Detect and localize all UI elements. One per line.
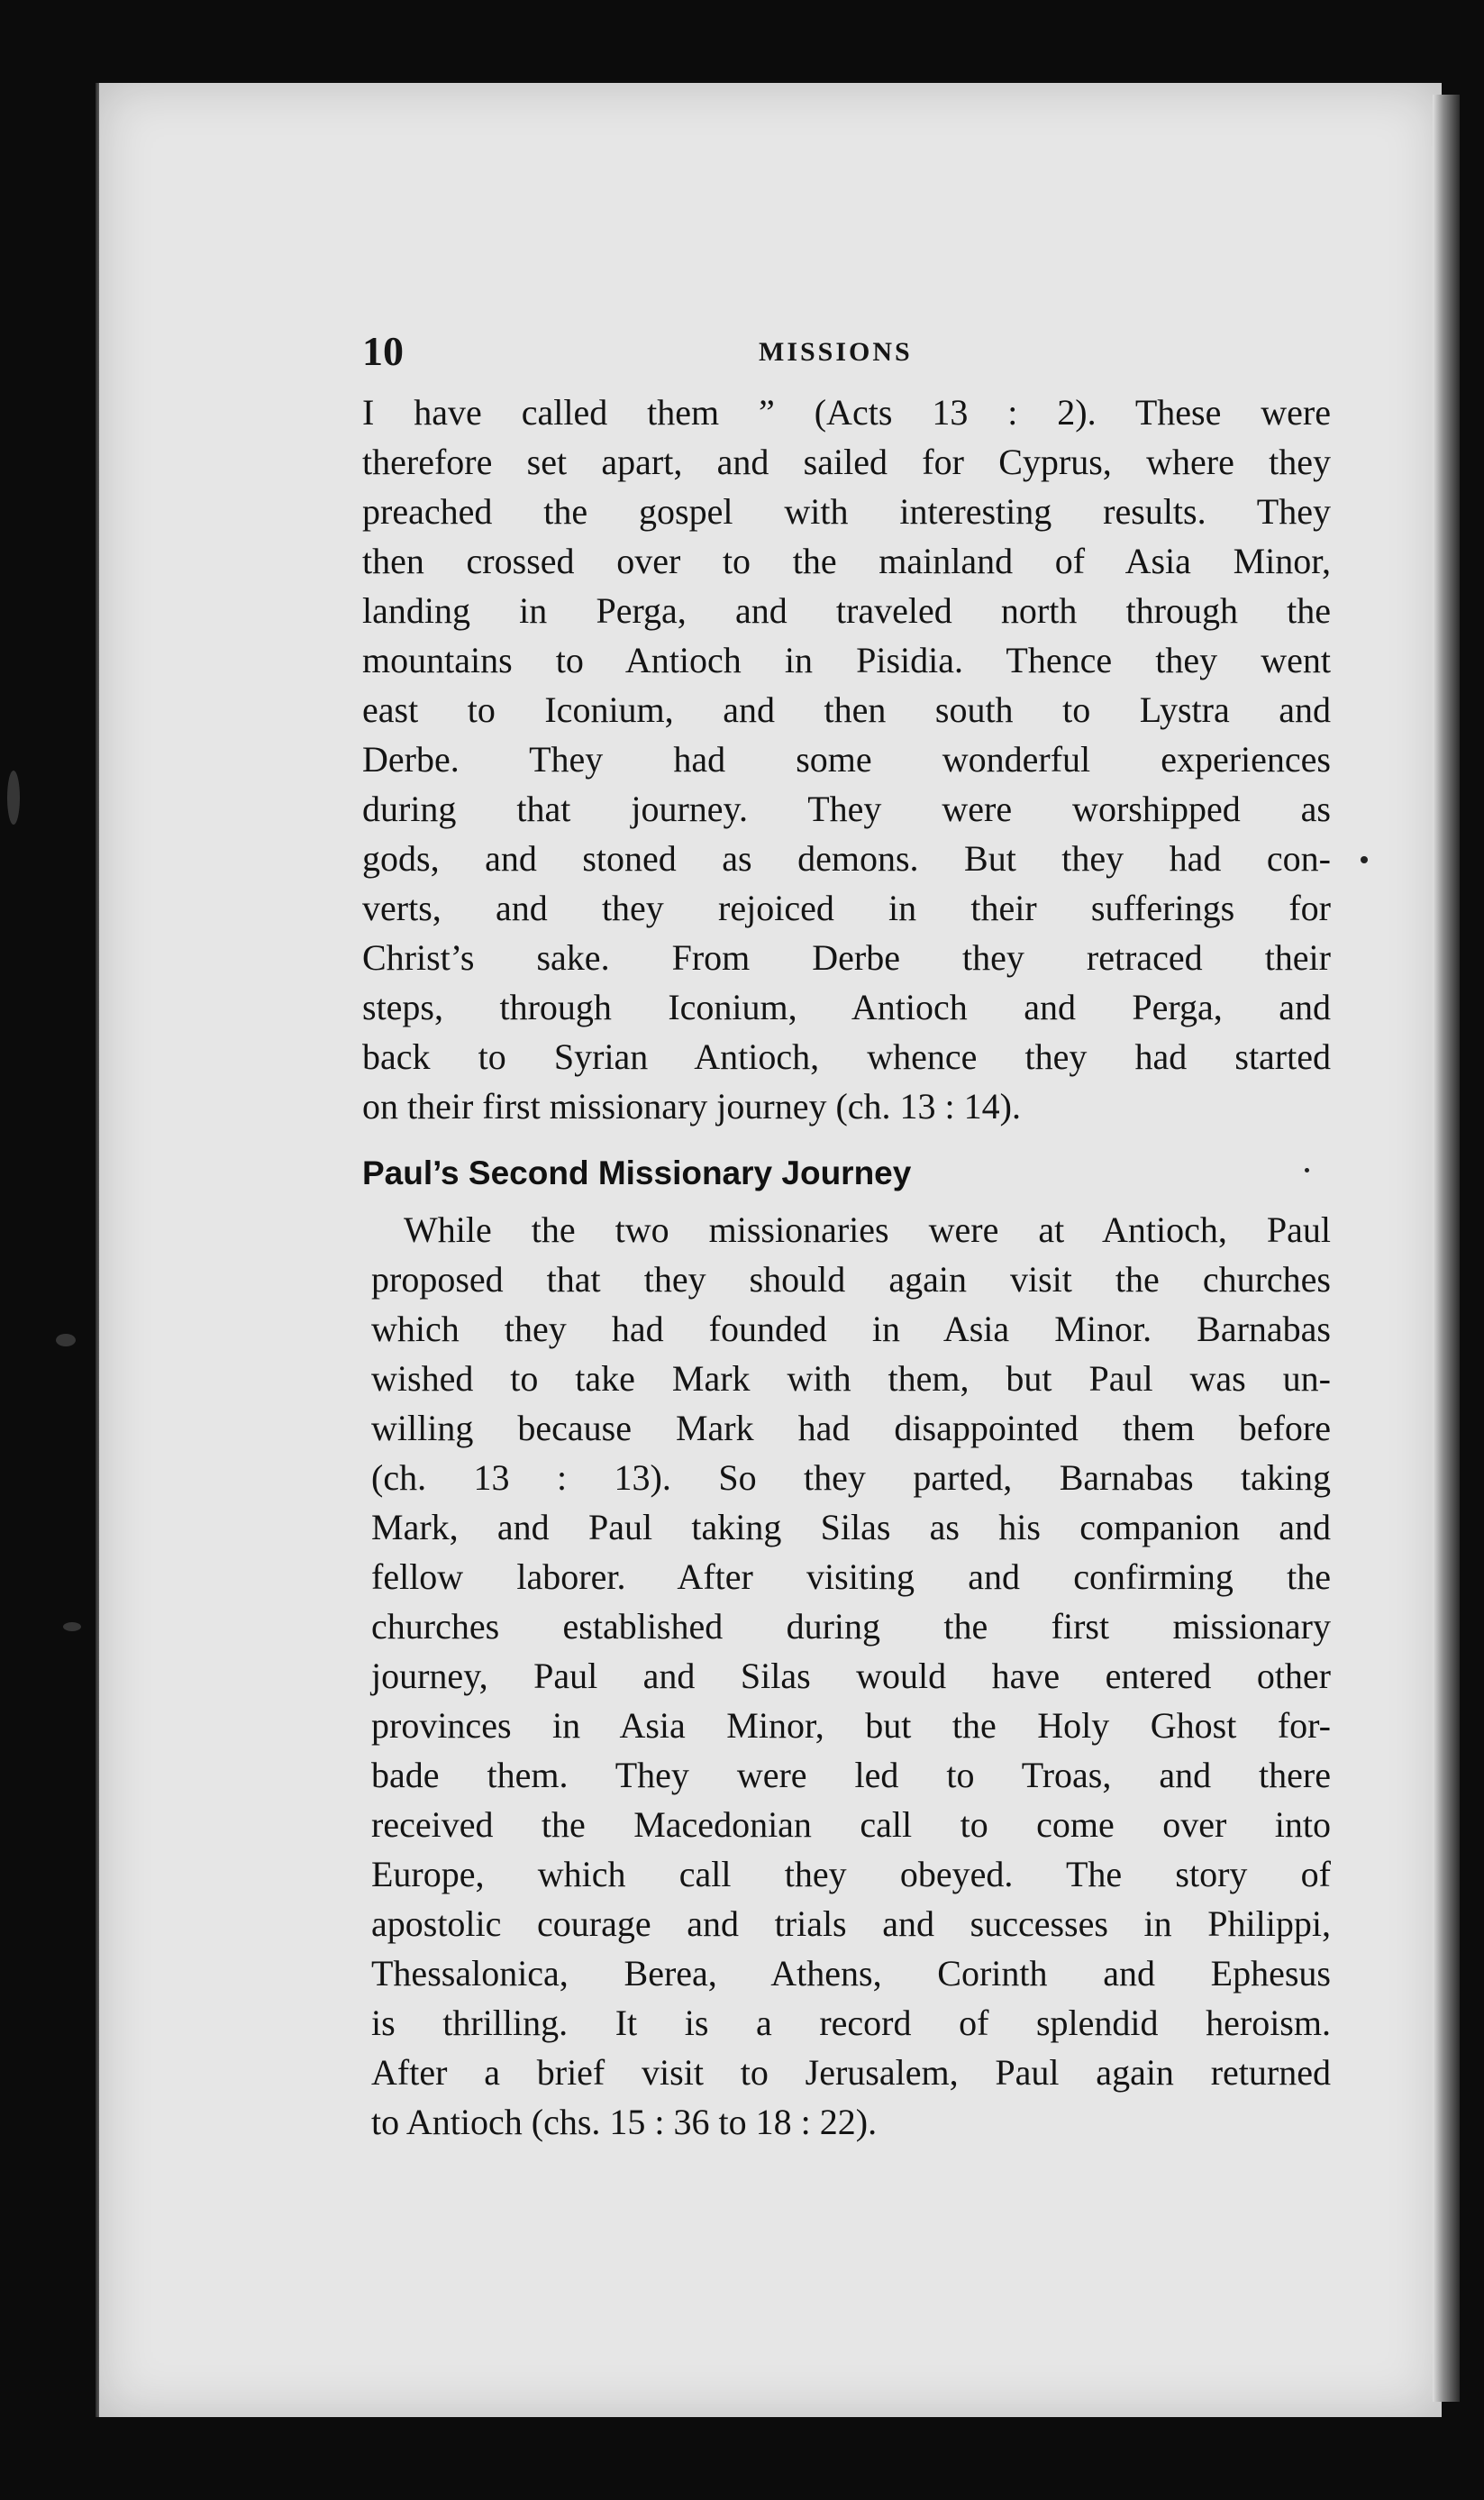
text-line: received the Macedonian call to come over into <box>371 1804 1331 1845</box>
scan-smudge <box>56 1334 76 1346</box>
running-title: MISSIONS <box>759 337 913 367</box>
text-line: mountains to Antioch in Pisidia. Thence they went <box>362 640 1331 680</box>
scan-speck <box>1361 856 1368 863</box>
page-number: 10 <box>362 328 404 374</box>
text-line: journey, Paul and Silas would have entered other <box>371 1656 1331 1696</box>
text-line: Derbe. They had some wonderful experiences <box>362 739 1331 780</box>
page-right-edge <box>1433 95 1460 2402</box>
text-line: I have called them ” (Acts 13 : 2). These were <box>362 392 1331 433</box>
section-heading: Paul’s Second Missionary Journey <box>362 1154 912 1191</box>
text-line: back to Syrian Antioch, whence they had started <box>362 1036 1331 1077</box>
text-line: While the two missionaries were at Antioch, Paul <box>404 1209 1331 1250</box>
text-line: during that journey. They were worshipped as <box>362 789 1331 829</box>
text-line: Thessalonica, Berea, Athens, Corinth and Ephesus <box>371 1953 1331 1994</box>
text-line: wished to take Mark with them, but Paul was un- <box>371 1358 1331 1399</box>
text-line: Europe, which call they obeyed. The story of <box>371 1854 1331 1894</box>
text-line: gods, and stoned as demons. But they had con- <box>362 838 1331 879</box>
text-line: east to Iconium, and then south to Lystra and <box>362 689 1331 730</box>
text-line: which they had founded in Asia Minor. Barnabas <box>371 1309 1331 1349</box>
text-line: Mark, and Paul taking Silas as his companion and <box>371 1507 1331 1547</box>
scan-smudge <box>7 771 20 825</box>
text-line: churches established during the first missionary <box>371 1606 1331 1647</box>
text-line: Christ’s sake. From Derbe they retraced their <box>362 937 1331 978</box>
text-line: steps, through Iconium, Antioch and Perga, and <box>362 987 1331 1027</box>
text-line: provinces in Asia Minor, but the Holy Ghost for- <box>371 1705 1331 1746</box>
text-line: then crossed over to the mainland of Asia Minor, <box>362 541 1331 581</box>
paragraph-1 <box>362 388 1331 1131</box>
text-line: is thrilling. It is a record of splendid heroism. <box>371 2003 1331 2043</box>
text-line: verts, and they rejoiced in their sufferings for <box>362 888 1331 928</box>
text-line: fellow laborer. After visiting and confirming the <box>371 1556 1331 1597</box>
text-line: apostolic courage and trials and successes in Philippi, <box>371 1903 1331 1944</box>
text-line: preached the gospel with interesting results. They <box>362 491 1331 532</box>
scan-speck <box>1305 1168 1309 1172</box>
text-line: landing in Perga, and traveled north through the <box>362 590 1331 631</box>
text-line: to Antioch (chs. 15 : 36 to 18 : 22). <box>371 2102 878 2142</box>
text-line: on their first missionary journey (ch. 13 : 14). <box>362 1086 1021 1127</box>
paragraph-2 <box>371 1205 1331 2147</box>
body-text <box>362 388 1331 2147</box>
scan-smudge <box>63 1622 81 1631</box>
text-line: (ch. 13 : 13). So they parted, Barnabas taking <box>371 1457 1331 1498</box>
running-head <box>362 324 1331 379</box>
text-line: After a brief visit to Jerusalem, Paul again returned <box>371 2052 1331 2093</box>
text-line: proposed that they should again visit the churches <box>371 1259 1331 1300</box>
text-line: therefore set apart, and sailed for Cyprus, where they <box>362 442 1331 482</box>
text-line: willing because Mark had disappointed them before <box>371 1408 1331 1448</box>
text-line: bade them. They were led to Troas, and there <box>371 1755 1331 1795</box>
